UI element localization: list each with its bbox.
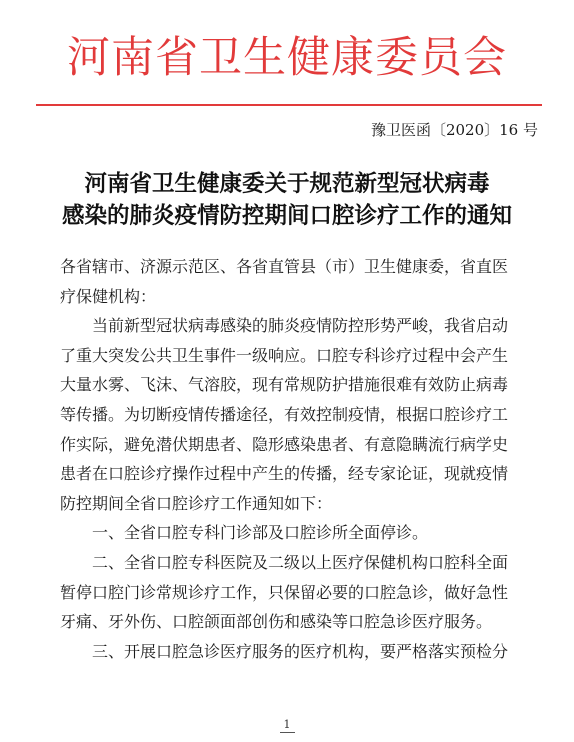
body-line: 防控期间全省口腔诊疗工作通知如下： [60,493,333,513]
body-line: 等传播。为切断疫情传播途径，有效控制疫情，根据口腔诊疗工 [60,404,509,424]
body-line: 各省辖市、济源示范区、各省直管县（市）卫生健康委，省直医 [60,257,509,276]
body-line: 牙痛、牙外伤、口腔颌面部创伤和感染等口腔急诊医疗服务。 [60,612,493,632]
body-line: 患者在口腔诊疗操作过程中产生的传播，经专家论证，现就疫情 [60,464,509,484]
document-title-line-1: 河南省卫生健康委关于规范新型冠状病毒 [84,171,490,197]
body-line: 疗保健机构： [60,286,157,306]
body-line: 三、开展口腔急诊医疗服务的医疗机构，要严格落实预检分 [60,641,509,661]
document-number: 豫卫医函〔2020〕16 号 [370,121,538,139]
body-line: 当前新型冠状病毒感染的肺炎疫情防控形势严峻，我省启动 [60,316,509,336]
body-line: 大量水雾、飞沫、气溶胶，现有常规防护措施很难有效防止病毒 [60,375,509,395]
body-line: 作实际，避免潜伏期患者、隐形感染患者、有意隐瞒流行病学史 [60,434,509,454]
body-line: 暂停口腔门诊常规诊疗工作，只保留必要的口腔急诊，做好急性 [60,582,509,602]
body-line: 一、全省口腔专科门诊部及口腔诊所全面停诊。 [60,523,429,543]
body-line: 了重大突发公共卫生事件一级响应。口腔专科诊疗过程中会产生 [60,345,509,365]
body-line: 二、全省口腔专科医院及二级以上医疗保健机构口腔科全面 [60,552,509,572]
red-divider-line [36,104,542,106]
issuing-authority-header: 河南省卫生健康委员会 [67,33,507,83]
document-body [60,252,512,666]
page-number-value: 1 [280,718,295,733]
document-title-line-2: 感染的肺炎疫情防控期间口腔诊疗工作的通知 [61,203,512,229]
page-number [0,718,574,733]
document-title [40,168,534,232]
